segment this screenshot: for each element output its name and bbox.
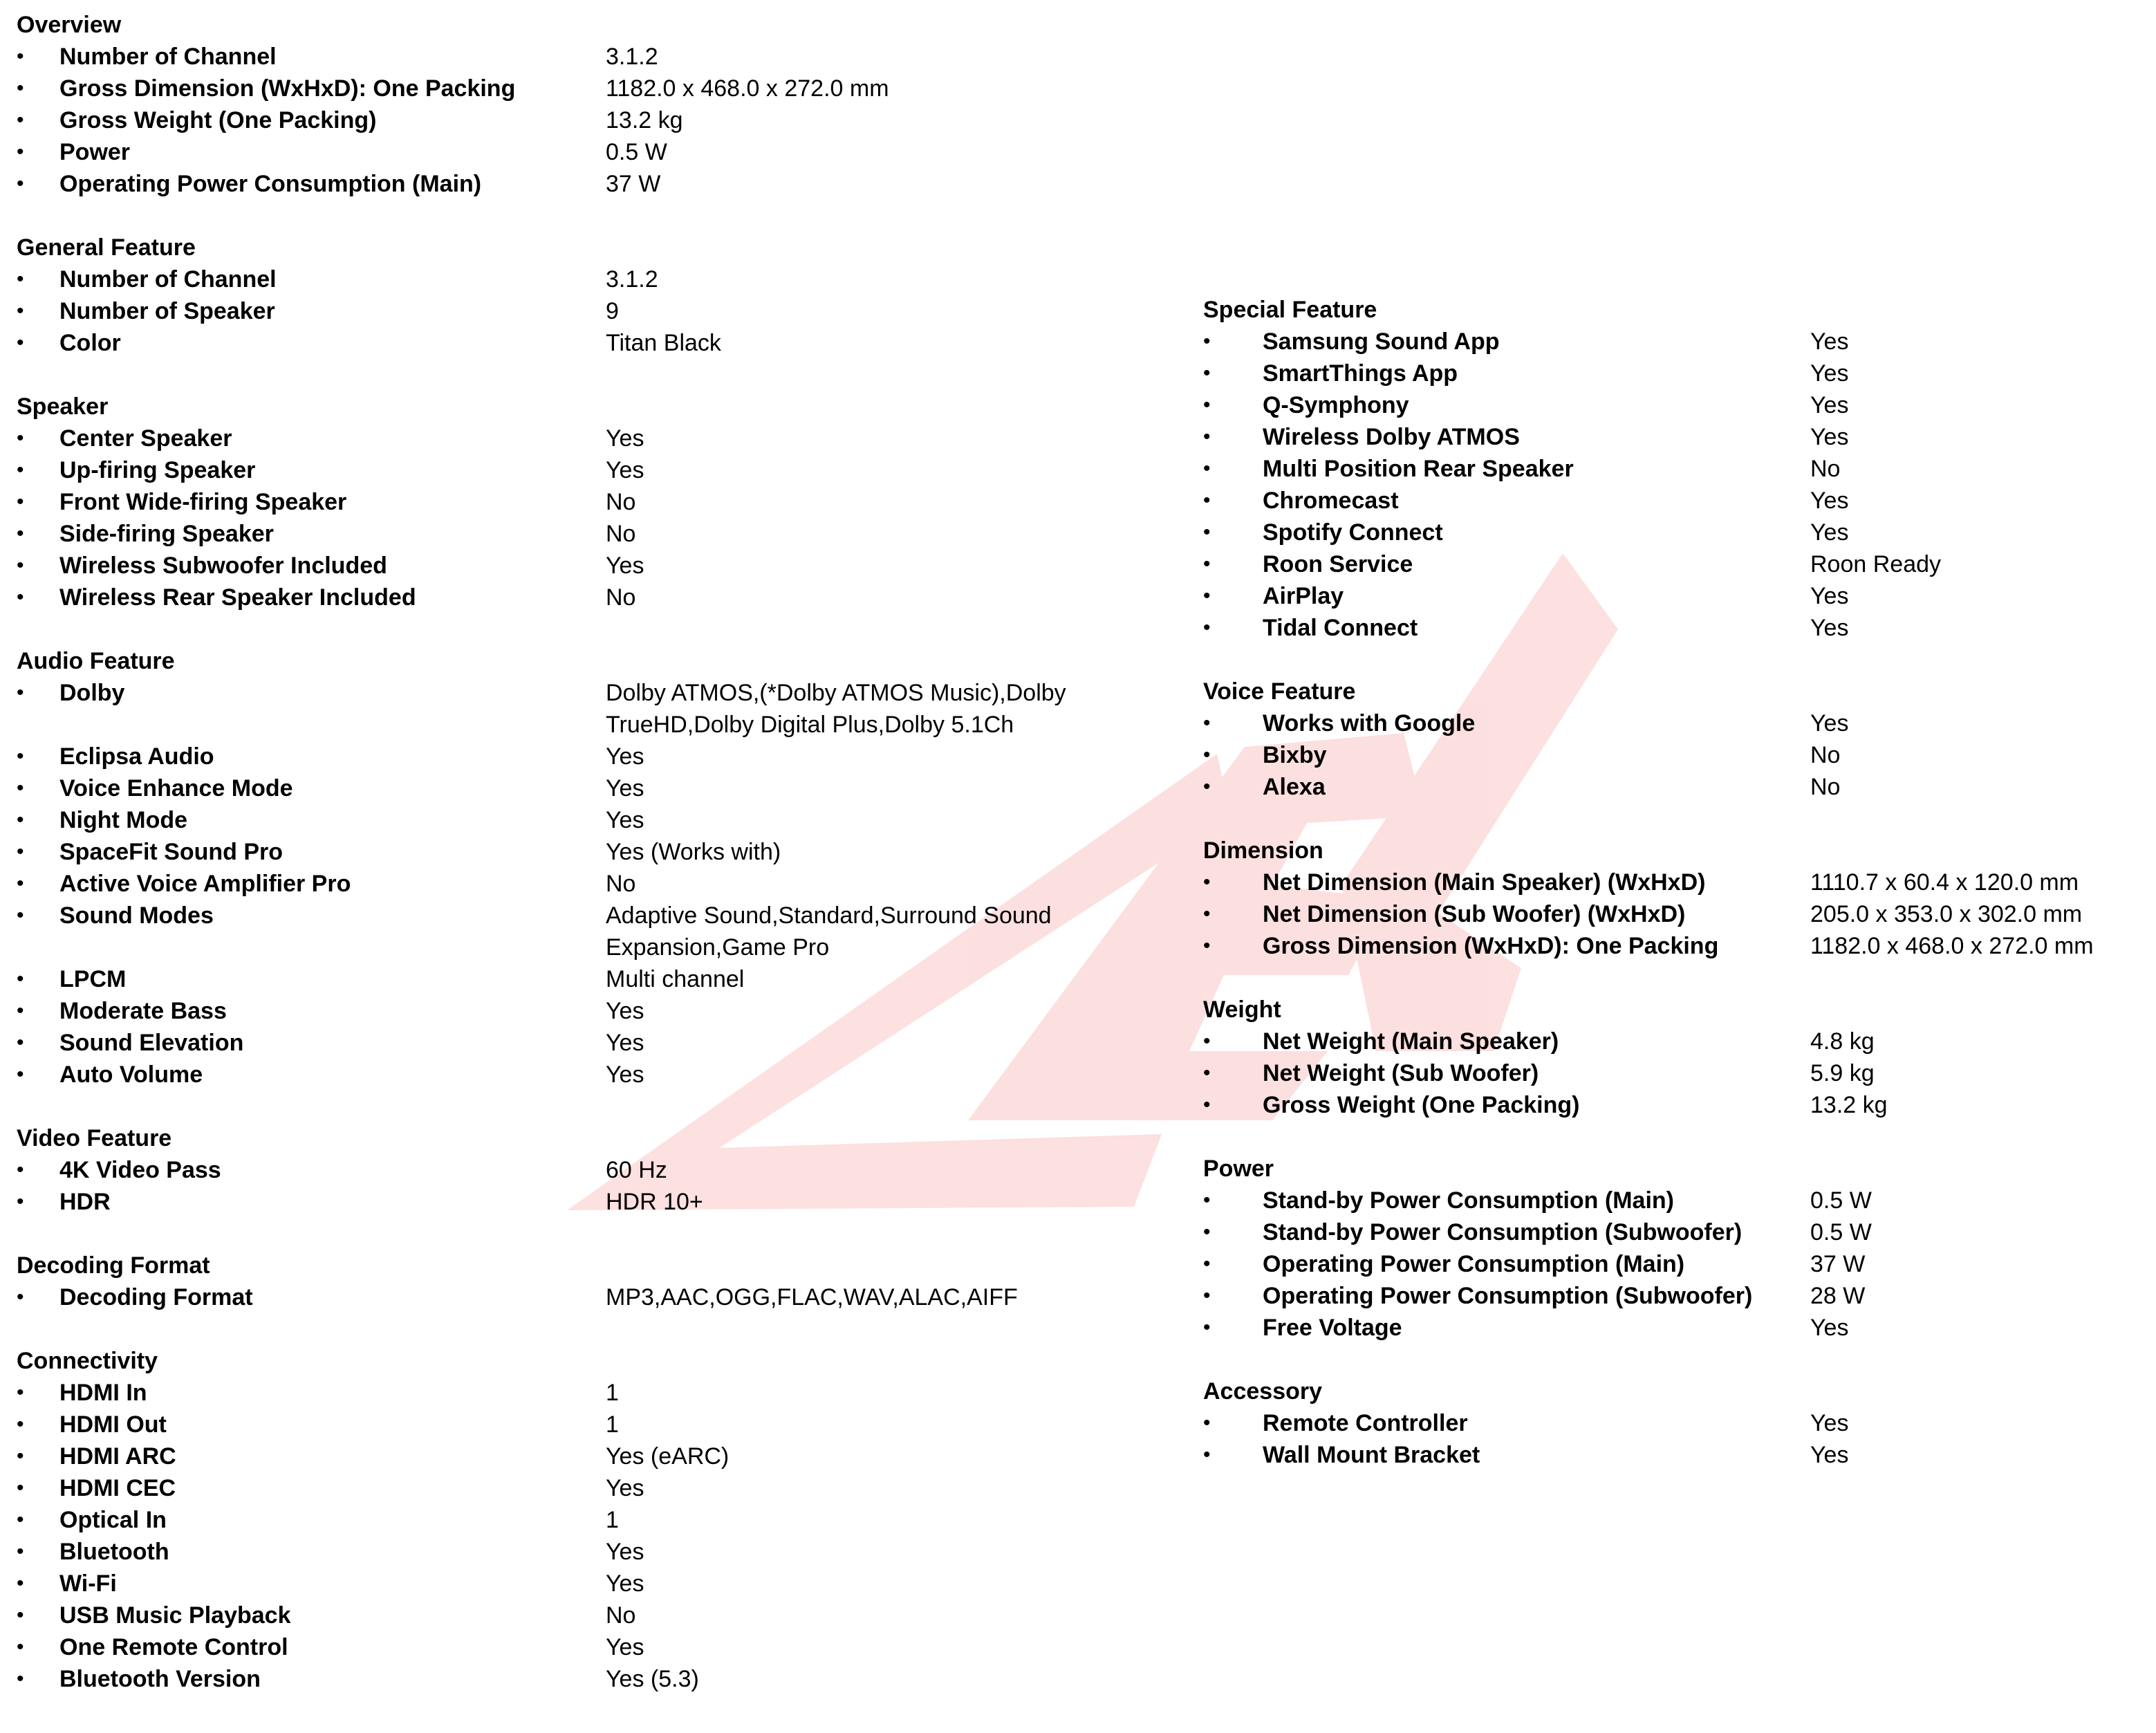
- spec-label: HDMI CEC: [59, 1475, 176, 1501]
- spec-row: [0, 1377, 1196, 1409]
- spec-value: No: [606, 584, 636, 611]
- spec-row: [1203, 1089, 2150, 1121]
- spec-row: [0, 1281, 1196, 1313]
- bullet-icon: •: [1203, 743, 1211, 766]
- bullet-icon: •: [17, 140, 24, 163]
- spec-value: 28 W: [1810, 1283, 1866, 1309]
- spec-row: [0, 104, 1196, 136]
- bullet-icon: •: [17, 45, 24, 68]
- spec-label: LPCM: [59, 966, 127, 992]
- spec-row: [0, 804, 1196, 836]
- section-title: Weight: [1203, 997, 1281, 1023]
- spec-section-accessory: [1203, 1375, 2150, 1471]
- bullet-icon: •: [1203, 553, 1211, 575]
- bullet-icon: •: [1203, 1284, 1211, 1307]
- spec-label: Front Wide-firing Speaker: [59, 489, 347, 515]
- spec-label: HDMI In: [59, 1380, 147, 1406]
- spec-label: Net Weight (Sub Woofer): [1263, 1060, 1539, 1086]
- spec-value: Yes: [606, 998, 644, 1024]
- bullet-icon: •: [1203, 425, 1211, 448]
- bullet-icon: •: [17, 1635, 24, 1658]
- spec-label: Free Voltage: [1263, 1315, 1402, 1341]
- bullet-icon: •: [17, 1158, 24, 1181]
- section-title: Dimension: [1203, 837, 1323, 864]
- spec-label: Gross Weight (One Packing): [59, 107, 377, 133]
- spec-value: 1182.0 x 468.0 x 272.0 mm: [1810, 933, 2094, 959]
- spec-label: Gross Dimension (WxHxD): One Packing: [1263, 933, 1719, 959]
- bullet-icon: •: [1203, 521, 1211, 544]
- bullet-icon: •: [1203, 489, 1211, 512]
- spec-row: [0, 1600, 1196, 1631]
- spec-row: [0, 995, 1196, 1027]
- bullet-icon: •: [1203, 457, 1211, 480]
- spec-row: [0, 454, 1196, 486]
- spec-row: [0, 772, 1196, 804]
- spec-label: Number of Channel: [59, 266, 277, 293]
- section-title: Accessory: [1203, 1378, 1323, 1405]
- spec-row: [0, 1504, 1196, 1536]
- bullet-icon: •: [17, 999, 24, 1022]
- spec-label: Optical In: [59, 1507, 167, 1533]
- spec-row: [1203, 421, 2150, 453]
- spec-row: [0, 963, 1196, 995]
- spec-value: 5.9 kg: [1810, 1060, 1875, 1086]
- spec-label: Wall Mount Bracket: [1263, 1442, 1480, 1468]
- spec-row: [1203, 1026, 2150, 1057]
- spec-row: [0, 582, 1196, 613]
- spec-label: HDMI ARC: [59, 1443, 176, 1470]
- section-title: Speaker: [17, 393, 109, 420]
- spec-label: Up-firing Speaker: [59, 457, 256, 483]
- spec-label: Chromecast: [1263, 488, 1399, 514]
- spec-value: 13.2 kg: [606, 107, 683, 133]
- spec-label: Center Speaker: [59, 425, 232, 452]
- spec-row: [1203, 771, 2150, 803]
- spec-label: Samsung Sound App: [1263, 328, 1500, 355]
- spec-label: HDR: [59, 1189, 111, 1215]
- spec-value: Yes: [1810, 392, 1849, 418]
- bullet-icon: •: [1203, 1252, 1211, 1275]
- spec-row: [0, 423, 1196, 454]
- bullet-icon: •: [17, 681, 24, 704]
- spec-value: 0.5 W: [1810, 1187, 1872, 1214]
- spec-row: [0, 1472, 1196, 1504]
- bullet-icon: •: [1203, 393, 1211, 416]
- spec-section-voice-feature: [1203, 676, 2150, 803]
- bullet-icon: •: [1203, 871, 1211, 893]
- section-title: Connectivity: [17, 1348, 158, 1374]
- spec-label: Multi Position Rear Speaker: [1263, 456, 1574, 482]
- spec-value: Yes: [1810, 488, 1849, 514]
- bullet-icon: •: [17, 331, 24, 354]
- spec-value: Yes: [606, 1570, 644, 1597]
- spec-label: Number of Speaker: [59, 298, 275, 324]
- spec-value: No: [606, 1602, 636, 1629]
- spec-row: [0, 1663, 1196, 1695]
- section-title: Decoding Format: [17, 1252, 210, 1279]
- bullet-icon: •: [1203, 1062, 1211, 1084]
- spec-label: SpaceFit Sound Pro: [59, 839, 284, 865]
- bullet-icon: •: [17, 1031, 24, 1054]
- spec-label: Gross Weight (One Packing): [1263, 1092, 1580, 1118]
- spec-label: Sound Elevation: [59, 1030, 244, 1056]
- bullet-icon: •: [17, 427, 24, 450]
- spec-value: Multi channel: [606, 966, 745, 992]
- spec-row: [0, 518, 1196, 550]
- bullet-icon: •: [1203, 1030, 1211, 1053]
- spec-value: Yes (eARC): [606, 1443, 729, 1470]
- bullet-icon: •: [1203, 584, 1211, 607]
- spec-value: 1: [606, 1380, 619, 1406]
- spec-row: [0, 263, 1196, 295]
- spec-value: Yes: [606, 775, 644, 801]
- spec-value: Yes: [606, 553, 644, 579]
- spec-section-dimension: [1203, 835, 2150, 962]
- spec-label: Net Dimension (Sub Woofer) (WxHxD): [1263, 901, 1686, 927]
- spec-section-overview: [0, 9, 1196, 200]
- bullet-icon: •: [17, 554, 24, 577]
- spec-row: [1203, 1248, 2150, 1280]
- bullet-icon: •: [17, 1286, 24, 1308]
- spec-row: [0, 1154, 1196, 1186]
- spec-row: [1203, 485, 2150, 517]
- spec-value: 1: [606, 1411, 619, 1438]
- section-title: Overview: [17, 12, 122, 38]
- spec-value: 60 Hz: [606, 1157, 667, 1183]
- spec-label: Operating Power Consumption (Subwoofer): [1263, 1283, 1753, 1309]
- spec-label: Wi-Fi: [59, 1570, 117, 1597]
- section-title: Power: [1203, 1156, 1274, 1182]
- spec-section-general-feature: [0, 232, 1196, 359]
- spec-label: SmartThings App: [1263, 360, 1458, 387]
- bullet-icon: •: [17, 458, 24, 481]
- spec-value: Yes: [1810, 424, 1849, 450]
- spec-value: HDR 10+: [606, 1189, 703, 1215]
- bullet-icon: •: [1203, 1316, 1211, 1339]
- bullet-icon: •: [17, 490, 24, 513]
- bullet-icon: •: [1203, 775, 1211, 798]
- spec-row: [0, 1409, 1196, 1440]
- spec-section-speaker: [0, 391, 1196, 613]
- spec-row: [1203, 739, 2150, 771]
- spec-label: Spotify Connect: [1263, 519, 1443, 546]
- spec-section-weight: [1203, 994, 2150, 1121]
- bullet-icon: •: [17, 1413, 24, 1436]
- spec-row: [1203, 517, 2150, 548]
- spec-row: [1203, 930, 2150, 962]
- spec-label: Bixby: [1263, 742, 1327, 768]
- spec-label: Bluetooth: [59, 1539, 169, 1565]
- spec-value: Yes: [606, 1062, 644, 1088]
- spec-value: Yes: [1810, 1315, 1849, 1341]
- spec-value: 1182.0 x 468.0 x 272.0 mm: [606, 75, 889, 102]
- spec-label: Operating Power Consumption (Main): [59, 171, 482, 197]
- spec-row: [1203, 1280, 2150, 1312]
- spec-value: Yes: [1810, 519, 1849, 546]
- spec-row: [0, 168, 1196, 200]
- bullet-icon: •: [17, 840, 24, 863]
- bullet-icon: •: [17, 808, 24, 831]
- spec-label: Remote Controller: [1263, 1410, 1468, 1436]
- spec-value: Titan Black: [606, 330, 721, 356]
- spec-value: Yes: [606, 1030, 644, 1056]
- spec-label: Operating Power Consumption (Main): [1263, 1251, 1685, 1277]
- spec-row: [0, 677, 1196, 741]
- spec-value: 13.2 kg: [1810, 1092, 1888, 1118]
- spec-value: No: [606, 871, 636, 897]
- bullet-icon: •: [17, 1190, 24, 1213]
- spec-row: [0, 550, 1196, 582]
- spec-value: 1110.7 x 60.4 x 120.0 mm: [1810, 869, 2079, 896]
- spec-value: Yes: [1810, 1410, 1849, 1436]
- spec-value: No: [606, 521, 636, 547]
- spec-row: [0, 1631, 1196, 1663]
- spec-value: Yes: [1810, 360, 1849, 387]
- bullet-icon: •: [1203, 1411, 1211, 1434]
- bullet-icon: •: [1203, 1189, 1211, 1212]
- bullet-icon: •: [17, 745, 24, 768]
- spec-value: 9: [606, 298, 619, 324]
- spec-label: Eclipsa Audio: [59, 743, 214, 770]
- bullet-icon: •: [17, 1667, 24, 1690]
- bullet-icon: •: [17, 967, 24, 990]
- spec-row: [0, 1027, 1196, 1059]
- spec-value: No: [1810, 774, 1841, 800]
- section-title: Video Feature: [17, 1125, 172, 1151]
- spec-value: Adaptive Sound,Standard,Surround Sound Expansion,Game Pro: [606, 902, 1052, 961]
- spec-label: Gross Dimension (WxHxD): One Packing: [59, 75, 516, 102]
- spec-value: 0.5 W: [1810, 1219, 1872, 1245]
- spec-label: Decoding Format: [59, 1284, 253, 1310]
- spec-value: Roon Ready: [1810, 551, 1942, 577]
- spec-value: Yes: [1810, 1442, 1849, 1468]
- spec-label: Alexa: [1263, 774, 1326, 800]
- bullet-icon: •: [17, 1381, 24, 1404]
- bullet-icon: •: [17, 1508, 24, 1531]
- spec-section-special-feature: [1203, 294, 2150, 644]
- spec-row: [0, 1186, 1196, 1218]
- spec-value: 37 W: [1810, 1251, 1866, 1277]
- spec-label: Roon Service: [1263, 551, 1413, 577]
- spec-row: [1203, 612, 2150, 644]
- spec-value: Yes: [606, 1634, 644, 1660]
- spec-value: Yes: [606, 807, 644, 833]
- spec-value: No: [1810, 742, 1841, 768]
- spec-section-decoding-format: [0, 1250, 1196, 1313]
- spec-row: [1203, 1216, 2150, 1248]
- spec-row: [0, 327, 1196, 359]
- spec-label: Stand-by Power Consumption (Subwoofer): [1263, 1219, 1743, 1245]
- spec-value: Yes: [606, 743, 644, 770]
- spec-value: Yes: [606, 1475, 644, 1501]
- bullet-icon: •: [1203, 934, 1211, 957]
- bullet-icon: •: [1203, 1221, 1211, 1243]
- spec-label: Dolby: [59, 680, 125, 706]
- spec-row: [1203, 1057, 2150, 1089]
- bullet-icon: •: [17, 1540, 24, 1563]
- spec-label: Side-firing Speaker: [59, 521, 274, 547]
- spec-label: Auto Volume: [59, 1062, 203, 1088]
- spec-row: [1203, 1407, 2150, 1439]
- bullet-icon: •: [1203, 362, 1211, 384]
- spec-value: Yes: [606, 1539, 644, 1565]
- spec-row: [0, 486, 1196, 518]
- spec-row: [0, 136, 1196, 168]
- spec-label: Sound Modes: [59, 902, 214, 929]
- spec-section-video-feature: [0, 1122, 1196, 1218]
- spec-row: [1203, 1439, 2150, 1471]
- spec-label: AirPlay: [1263, 583, 1344, 609]
- spec-value: Yes (Works with): [606, 839, 781, 865]
- spec-label: 4K Video Pass: [59, 1157, 221, 1183]
- bullet-icon: •: [17, 777, 24, 799]
- spec-section-power: [1203, 1153, 2150, 1344]
- right-spec-column: [1203, 0, 2150, 1503]
- section-title: Special Feature: [1203, 297, 1377, 323]
- spec-value: No: [1810, 456, 1841, 482]
- section-title: Audio Feature: [17, 648, 175, 674]
- spec-row: [1203, 1312, 2150, 1344]
- spec-row: [1203, 1185, 2150, 1216]
- bullet-icon: •: [17, 109, 24, 131]
- spec-value: Yes (5.3): [606, 1666, 699, 1692]
- spec-section-connectivity: [0, 1345, 1196, 1695]
- spec-label: Bluetooth Version: [59, 1666, 261, 1692]
- spec-label: One Remote Control: [59, 1634, 288, 1660]
- bullet-icon: •: [1203, 1093, 1211, 1116]
- spec-label: Net Dimension (Main Speaker) (WxHxD): [1263, 869, 1706, 896]
- spec-row: [0, 1536, 1196, 1568]
- spec-row: [0, 836, 1196, 868]
- spec-value: 3.1.2: [606, 44, 658, 70]
- spec-row: [0, 41, 1196, 73]
- bullet-icon: •: [17, 522, 24, 545]
- bullet-icon: •: [1203, 330, 1211, 353]
- spec-row: [0, 1059, 1196, 1091]
- spec-value: 1: [606, 1507, 619, 1533]
- spec-value: Yes: [1810, 583, 1849, 609]
- bullet-icon: •: [17, 77, 24, 100]
- spec-label: USB Music Playback: [59, 1602, 291, 1629]
- spec-value: Yes: [606, 425, 644, 452]
- bullet-icon: •: [1203, 1443, 1211, 1466]
- spec-label: Voice Enhance Mode: [59, 775, 293, 801]
- bullet-icon: •: [1203, 616, 1211, 639]
- spec-row: [1203, 580, 2150, 612]
- bullet-icon: •: [17, 299, 24, 322]
- spec-value: Dolby ATMOS,(*Dolby ATMOS Music),Dolby TrueHD,Dolby Digital Plus,Dolby 5.1Ch: [606, 680, 1066, 738]
- spec-row: [1203, 898, 2150, 930]
- bullet-icon: •: [17, 1445, 24, 1467]
- spec-value: 205.0 x 353.0 x 302.0 mm: [1810, 901, 2083, 927]
- spec-label: Works with Google: [1263, 710, 1476, 736]
- spec-label: Wireless Dolby ATMOS: [1263, 424, 1520, 450]
- spec-row: [1203, 389, 2150, 421]
- section-title: General Feature: [17, 234, 196, 261]
- bullet-icon: •: [1203, 712, 1211, 734]
- spec-row: [0, 868, 1196, 900]
- bullet-icon: •: [17, 872, 24, 895]
- spec-value: No: [606, 489, 636, 515]
- spec-row: [1203, 707, 2150, 739]
- bullet-icon: •: [17, 172, 24, 195]
- spec-label: Active Voice Amplifier Pro: [59, 871, 351, 897]
- bullet-icon: •: [17, 904, 24, 927]
- spec-label: Color: [59, 330, 121, 356]
- spec-label: Number of Channel: [59, 44, 277, 70]
- spec-value: Yes: [1810, 710, 1849, 736]
- spec-row: [0, 900, 1196, 963]
- section-title: Voice Feature: [1203, 678, 1356, 705]
- spec-row: [1203, 866, 2150, 898]
- spec-label: Tidal Connect: [1263, 615, 1418, 641]
- spec-section-audio-feature: [0, 645, 1196, 1091]
- spec-row: [1203, 548, 2150, 580]
- spec-row: [1203, 326, 2150, 358]
- spec-row: [0, 73, 1196, 104]
- bullet-icon: •: [17, 1572, 24, 1595]
- spec-row: [0, 1440, 1196, 1472]
- spec-label: Q-Symphony: [1263, 392, 1409, 418]
- spec-row: [1203, 358, 2150, 389]
- spec-label: Stand-by Power Consumption (Main): [1263, 1187, 1674, 1214]
- spec-label: Moderate Bass: [59, 998, 227, 1024]
- bullet-icon: •: [1203, 902, 1211, 925]
- spec-value: 4.8 kg: [1810, 1028, 1875, 1055]
- spec-label: HDMI Out: [59, 1411, 167, 1438]
- spec-row: [0, 741, 1196, 772]
- bullet-icon: •: [17, 268, 24, 290]
- bullet-icon: •: [17, 1476, 24, 1499]
- spec-value: Yes: [606, 457, 644, 483]
- spec-value: Yes: [1810, 615, 1849, 641]
- spec-value: MP3,AAC,OGG,FLAC,WAV,ALAC,AIFF: [606, 1284, 1018, 1310]
- spec-row: [0, 295, 1196, 327]
- spec-row: [1203, 453, 2150, 485]
- spec-label: Power: [59, 139, 131, 165]
- spec-value: 37 W: [606, 171, 661, 197]
- spec-value: 3.1.2: [606, 266, 658, 293]
- bullet-icon: •: [17, 1063, 24, 1086]
- spec-value: Yes: [1810, 328, 1849, 355]
- bullet-icon: •: [17, 586, 24, 609]
- spec-label: Wireless Subwoofer Included: [59, 553, 387, 579]
- spec-label: Wireless Rear Speaker Included: [59, 584, 416, 611]
- spec-value: 0.5 W: [606, 139, 667, 165]
- spec-label: Night Mode: [59, 807, 188, 833]
- bullet-icon: •: [17, 1604, 24, 1627]
- spec-row: [0, 1568, 1196, 1600]
- spec-label: Net Weight (Main Speaker): [1263, 1028, 1559, 1055]
